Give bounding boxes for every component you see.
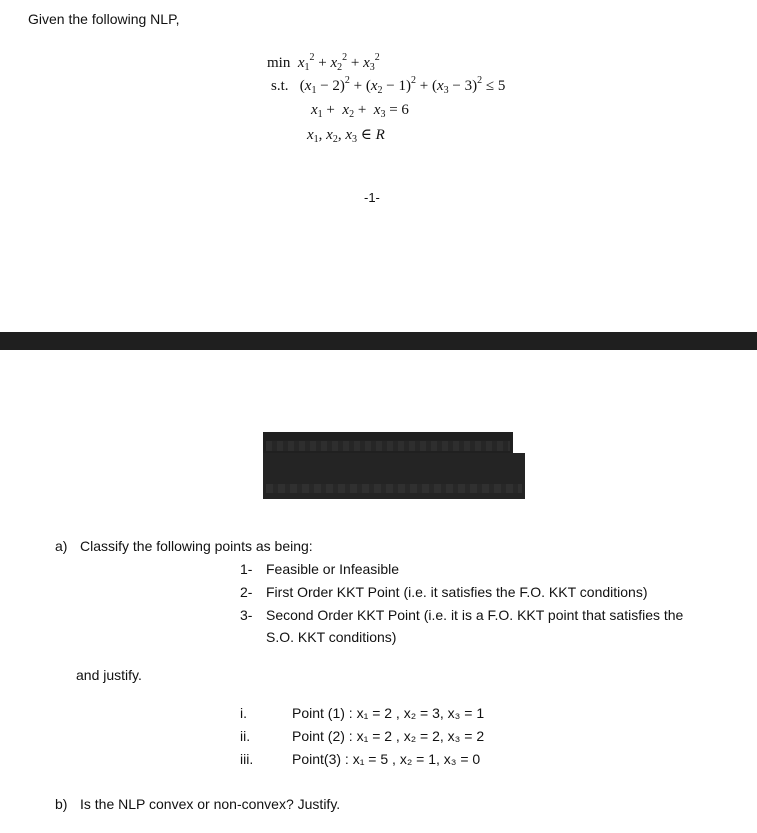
set-symbol: ∈ bbox=[360, 127, 372, 143]
list-item-number: 2- bbox=[240, 584, 253, 600]
part-b-question: Is the NLP convex or non-convex? Justify. bbox=[80, 796, 341, 812]
point-definition: Point (1) : x₁ = 2 , x₂ = 3, x₃ = 1 bbox=[292, 705, 485, 721]
intro-text: Given the following NLP, bbox=[28, 11, 180, 27]
objective-line: $\min x_1^2 + x_2^2 + x_3^2$ bbox=[267, 52, 380, 73]
part-b-label: b) bbox=[55, 796, 68, 812]
point-roman-numeral: ii. bbox=[240, 728, 251, 744]
st-label: s.t. bbox=[271, 78, 289, 94]
redaction-texture bbox=[266, 441, 510, 451]
part-a-label: a) bbox=[55, 538, 68, 554]
list-item-continuation: S.O. KKT conditions) bbox=[266, 629, 397, 645]
ineq-rhs: ≤ 5 bbox=[485, 78, 506, 94]
eq-rhs: = 6 bbox=[389, 102, 409, 118]
redaction-texture bbox=[266, 484, 522, 493]
page-separator bbox=[0, 332, 757, 350]
list-item-number: 3- bbox=[240, 607, 253, 623]
point-definition: Point(3) : x₁ = 5 , x₂ = 1, x₃ = 0 bbox=[292, 751, 481, 767]
point-roman-numeral: iii. bbox=[240, 751, 254, 767]
page-number: -1- bbox=[364, 190, 380, 205]
domain-constraint: $x_1$, $x_2$, $x_3$ ∈ R bbox=[307, 127, 385, 145]
equality-constraint: $x_1 + x_2 + x_3 = 6$ bbox=[311, 102, 409, 120]
list-item-number: 1- bbox=[240, 561, 253, 577]
list-item: First Order KKT Point (i.e. it satisfies the F.O. KKT conditions) bbox=[266, 584, 648, 600]
list-item: Feasible or Infeasible bbox=[266, 561, 400, 577]
part-a-question: Classify the following points as being: bbox=[80, 538, 313, 554]
point-definition: Point (2) : x₁ = 2 , x₂ = 2, x₃ = 2 bbox=[292, 728, 485, 744]
list-item: Second Order KKT Point (i.e. it is a F.O. KKT point that satisfies the bbox=[266, 607, 684, 623]
justify-text: and justify. bbox=[76, 667, 142, 683]
min-label: min bbox=[267, 55, 291, 71]
set-name: R bbox=[375, 127, 385, 143]
point-roman-numeral: i. bbox=[240, 705, 247, 721]
inequality-constraint: s.t. $(x_1 - 2)^2 + (x_2 - 1)^2 + (x_3 - 3)^2 \le 5$ bbox=[271, 75, 506, 96]
